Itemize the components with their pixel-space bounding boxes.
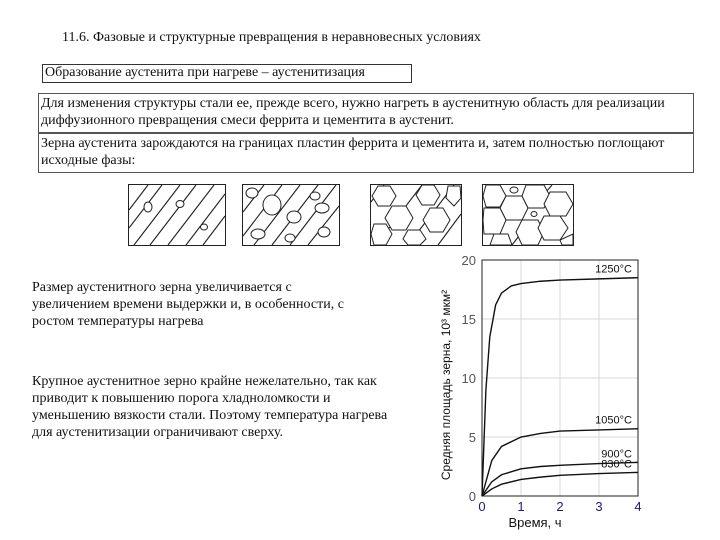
x-tick-label: 4 (634, 499, 642, 514)
series-label: 1050°C (595, 414, 632, 427)
x-tick-label: 2 (556, 499, 564, 514)
micrograph-stage-1 (128, 184, 226, 246)
y-tick-label: 5 (468, 430, 476, 445)
x-axis-label: Время, ч (508, 515, 562, 530)
grain-growth-chart (430, 255, 650, 535)
series-label: 1250°C (595, 263, 632, 276)
paragraph-nucleation: Зерна аустенита зарождаются на границах пластин феррита и цементита и, затем полностью поглощают исходные фазы: (38, 133, 694, 173)
micrograph-stage-3 (370, 184, 462, 246)
micrograph-stage-2 (242, 184, 340, 246)
y-tick-label: 0 (468, 489, 476, 504)
y-tick-label: 10 (461, 371, 476, 386)
subsection-title: Образование аустенита при нагреве – аустенитизация (42, 64, 412, 83)
series-label: 900°C (601, 448, 632, 461)
y-tick-label: 15 (461, 312, 476, 327)
micrograph-stage-4 (482, 184, 574, 246)
x-tick-label: 0 (478, 499, 486, 514)
x-tick-label: 3 (595, 499, 603, 514)
paragraph-intro: Для изменения структуры стали ее, прежде всего, нужно нагреть в аустенитную область для реализации диффузионного превращения смеси феррита и цементита в аустенит. (38, 93, 694, 133)
series-label: 830°C (601, 458, 632, 471)
section-title: 11.6. Фазовые и структурные превращения в неравновесных условиях (62, 30, 481, 45)
paragraph-grain-size: Размер аустенитного зерна увеличивается с увеличением времени выдержки и, в особенности, с ростом температуры нагрева (32, 280, 344, 329)
y-tick-label: 20 (461, 255, 476, 268)
y-axis-label: Средняя площадь зерна, 10³ мкм² (439, 289, 453, 481)
x-tick-label: 1 (517, 499, 525, 514)
paragraph-coarse-grain: Крупное аустенитное зерно крайне нежелательно, так как приводит к повышению порога хладноломкости и уменьшению вязкости стали. Поэтому температура нагрева для аустенитизации ограничивают сверху. (32, 374, 388, 440)
